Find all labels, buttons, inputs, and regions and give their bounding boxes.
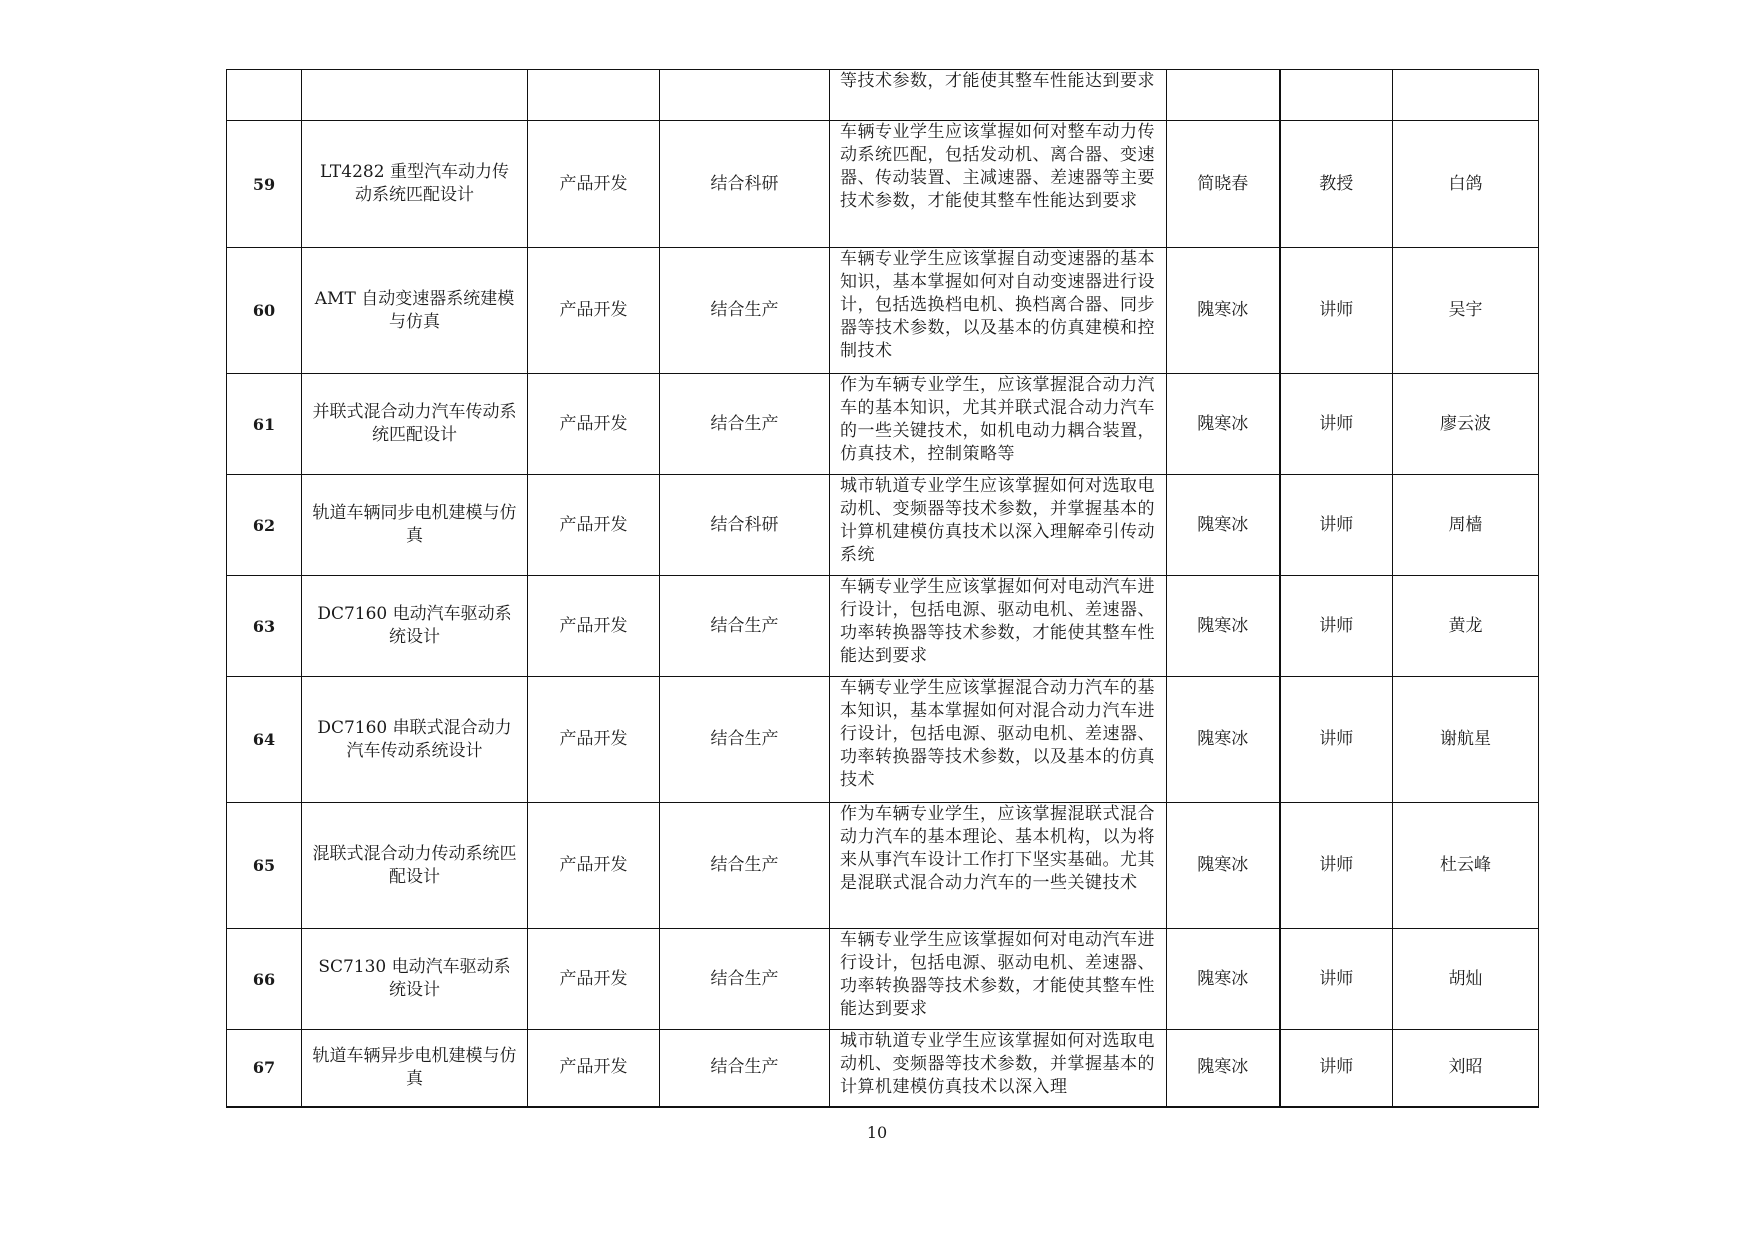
cell-source: 结合生产 bbox=[660, 374, 830, 475]
cell-description: 城市轨道专业学生应该掌握如何对选取电动机、变频器等技术参数，并掌握基本的计算机建模仿真技术以深入理 bbox=[830, 1030, 1167, 1107]
cell-source: 结合生产 bbox=[660, 803, 830, 929]
cell-title-rank: 讲师 bbox=[1280, 475, 1393, 576]
page-number: 10 bbox=[866, 1123, 888, 1142]
cell-title-rank: 讲师 bbox=[1280, 803, 1393, 929]
table-row bbox=[227, 677, 1539, 803]
cell-title: DC7160 电动汽车驱动系统设计 bbox=[302, 576, 528, 677]
table-row bbox=[227, 929, 1539, 1030]
cell-no: 63 bbox=[227, 576, 302, 677]
table-row bbox=[227, 475, 1539, 576]
cell-source: 结合生产 bbox=[660, 248, 830, 374]
cell-title-rank: 讲师 bbox=[1280, 576, 1393, 677]
cell-teacher: 隗寒冰 bbox=[1167, 248, 1280, 374]
table-row bbox=[227, 803, 1539, 929]
cell-source: 结合生产 bbox=[660, 1030, 830, 1107]
cell-student: 刘昭 bbox=[1393, 1030, 1539, 1107]
cell-description: 车辆专业学生应该掌握如何对整车动力传动系统匹配，包括发动机、离合器、变速器、传动装置、主减速器、差速器等主要技术参数，才能使其整车性能达到要求 bbox=[830, 121, 1167, 248]
cell-teacher: 隗寒冰 bbox=[1167, 576, 1280, 677]
cell-title: AMT 自动变速器系统建模与仿真 bbox=[302, 248, 528, 374]
cell-student bbox=[1393, 70, 1539, 121]
cell-teacher: 隗寒冰 bbox=[1167, 1030, 1280, 1107]
cell-type: 产品开发 bbox=[528, 576, 660, 677]
cell-teacher: 隗寒冰 bbox=[1167, 677, 1280, 803]
cell-type bbox=[528, 70, 660, 121]
cell-student: 胡灿 bbox=[1393, 929, 1539, 1030]
cell-title: LT4282 重型汽车动力传动系统匹配设计 bbox=[302, 121, 528, 248]
cell-source: 结合科研 bbox=[660, 121, 830, 248]
cell-no: 60 bbox=[227, 248, 302, 374]
cell-type: 产品开发 bbox=[528, 121, 660, 248]
cell-student: 吴宇 bbox=[1393, 248, 1539, 374]
cell-description: 车辆专业学生应该掌握混合动力汽车的基本知识，基本掌握如何对混合动力汽车进行设计，包括电源、驱动电机、差速器、功率转换器等技术参数，以及基本的仿真技术 bbox=[830, 677, 1167, 803]
cell-teacher: 隗寒冰 bbox=[1167, 374, 1280, 475]
cell-description: 城市轨道专业学生应该掌握如何对选取电动机、变频器等技术参数，并掌握基本的计算机建模仿真技术以深入理解牵引传动系统 bbox=[830, 475, 1167, 576]
cell-type: 产品开发 bbox=[528, 475, 660, 576]
cell-type: 产品开发 bbox=[528, 929, 660, 1030]
cell-no bbox=[227, 70, 302, 121]
table-row bbox=[227, 1030, 1539, 1107]
cell-source: 结合科研 bbox=[660, 475, 830, 576]
cell-title-rank bbox=[1280, 70, 1393, 121]
cell-title: 轨道车辆异步电机建模与仿真 bbox=[302, 1030, 528, 1107]
table-row bbox=[227, 576, 1539, 677]
cell-description: 等技术参数，才能使其整车性能达到要求 bbox=[830, 70, 1167, 121]
cell-teacher: 隗寒冰 bbox=[1167, 803, 1280, 929]
cell-teacher: 隗寒冰 bbox=[1167, 475, 1280, 576]
cell-type: 产品开发 bbox=[528, 374, 660, 475]
cell-title-rank: 教授 bbox=[1280, 121, 1393, 248]
cell-source: 结合生产 bbox=[660, 929, 830, 1030]
cell-title: 轨道车辆同步电机建模与仿真 bbox=[302, 475, 528, 576]
cell-teacher: 简晓春 bbox=[1167, 121, 1280, 248]
table-row bbox=[227, 248, 1539, 374]
table-row bbox=[227, 374, 1539, 475]
topic-table bbox=[226, 69, 1539, 1108]
cell-type: 产品开发 bbox=[528, 677, 660, 803]
cell-type: 产品开发 bbox=[528, 803, 660, 929]
table-row bbox=[227, 121, 1539, 248]
cell-description: 作为车辆专业学生，应该掌握混联式混合动力汽车的基本理论、基本机构，以为将来从事汽车设计工作打下坚实基础。尤其是混联式混合动力汽车的一些关键技术 bbox=[830, 803, 1167, 929]
continuation-row bbox=[227, 70, 1539, 121]
cell-no: 61 bbox=[227, 374, 302, 475]
cell-title-rank: 讲师 bbox=[1280, 677, 1393, 803]
cell-title-rank: 讲师 bbox=[1280, 1030, 1393, 1107]
cell-title: 混联式混合动力传动系统匹配设计 bbox=[302, 803, 528, 929]
cell-description: 车辆专业学生应该掌握如何对电动汽车进行设计，包括电源、驱动电机、差速器、功率转换器等技术参数，才能使其整车性能达到要求 bbox=[830, 576, 1167, 677]
cell-description: 车辆专业学生应该掌握自动变速器的基本知识，基本掌握如何对自动变速器进行设计，包括选换档电机、换档离合器、同步器等技术参数，以及基本的仿真建模和控制技术 bbox=[830, 248, 1167, 374]
cell-title-rank: 讲师 bbox=[1280, 929, 1393, 1030]
cell-student: 廖云波 bbox=[1393, 374, 1539, 475]
cell-title-rank: 讲师 bbox=[1280, 374, 1393, 475]
cell-no: 65 bbox=[227, 803, 302, 929]
cell-no: 66 bbox=[227, 929, 302, 1030]
cell-description: 作为车辆专业学生，应该掌握混合动力汽车的基本知识，尤其并联式混合动力汽车的一些关键技术，如机电动力耦合装置，仿真技术，控制策略等 bbox=[830, 374, 1167, 475]
cell-title: DC7160 串联式混合动力汽车传动系统设计 bbox=[302, 677, 528, 803]
cell-title-rank: 讲师 bbox=[1280, 248, 1393, 374]
cell-title: SC7130 电动汽车驱动系统设计 bbox=[302, 929, 528, 1030]
cell-teacher bbox=[1167, 70, 1280, 121]
cell-type: 产品开发 bbox=[528, 1030, 660, 1107]
cell-description: 车辆专业学生应该掌握如何对电动汽车进行设计，包括电源、驱动电机、差速器、功率转换器等技术参数，才能使其整车性能达到要求 bbox=[830, 929, 1167, 1030]
cell-student: 谢航星 bbox=[1393, 677, 1539, 803]
cell-no: 59 bbox=[227, 121, 302, 248]
cell-no: 67 bbox=[227, 1030, 302, 1107]
cell-teacher: 隗寒冰 bbox=[1167, 929, 1280, 1030]
cell-no: 62 bbox=[227, 475, 302, 576]
cell-no: 64 bbox=[227, 677, 302, 803]
cell-title: 并联式混合动力汽车传动系统匹配设计 bbox=[302, 374, 528, 475]
cell-source: 结合生产 bbox=[660, 576, 830, 677]
cell-student: 黄龙 bbox=[1393, 576, 1539, 677]
cell-student: 杜云峰 bbox=[1393, 803, 1539, 929]
cell-type: 产品开发 bbox=[528, 248, 660, 374]
cell-source: 结合生产 bbox=[660, 677, 830, 803]
cell-title bbox=[302, 70, 528, 121]
cell-student: 周樯 bbox=[1393, 475, 1539, 576]
cell-source bbox=[660, 70, 830, 121]
cell-student: 白鸽 bbox=[1393, 121, 1539, 248]
